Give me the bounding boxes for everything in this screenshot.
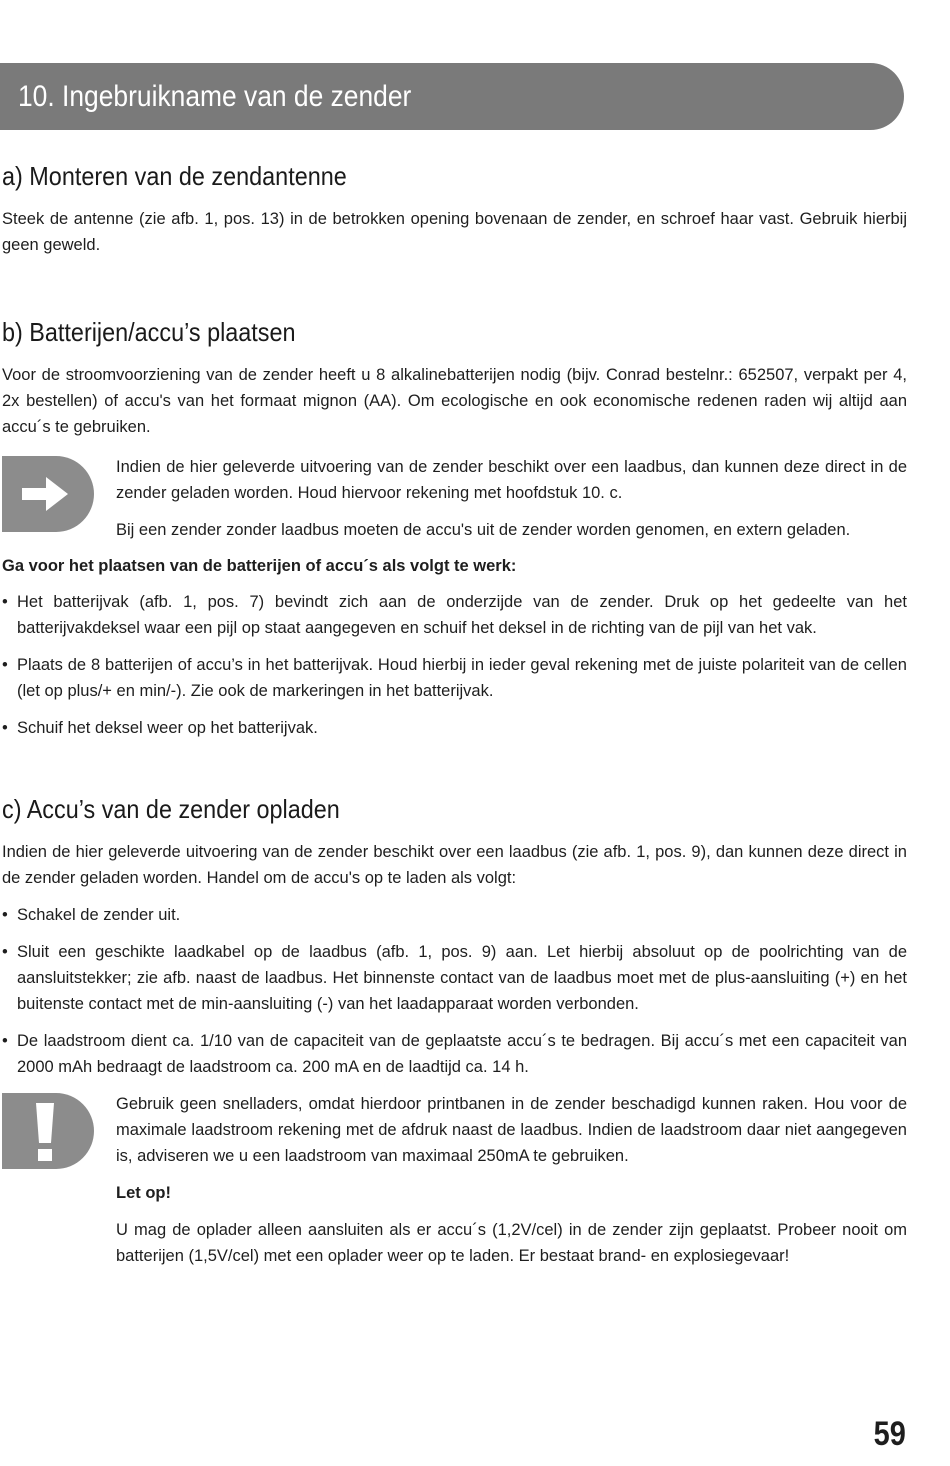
warning-text-2: U mag de oplader alleen aansluiten als er accu´s (1,2V/cel) in de zender zijn geplaatst. Probeer nooit om batterijen (1,5V/cel) met een oplader weer op te laden. Er bestaat brand- en explosiegevaar!	[116, 1221, 907, 1265]
warning-title: Let op!	[116, 1184, 171, 1202]
warning-text-1: Gebruik geen snelladers, omdat hierdoor printbanen in de zender beschadigd kunnen raken. Hou voor de maximale laadstroom rekening met de afdruk naast de laadbus. Indien de laadstroom daar niet aangegeven is, adviseren we u een laadstroom van maximaal 250mA te gebruiken.	[116, 1095, 907, 1165]
section-heading-charging: c) Accu’s van de zender opladen	[2, 794, 340, 824]
list-item: • Het batterijvak (afb. 1, pos. 7) bevindt zich aan de onderzijde van de zender. Druk op het gedeelte van het batterijvakdeksel waar een pijl op staat aangegeven en schuif het deksel in de richting van de pijl van het vak.	[2, 593, 907, 637]
list-item: • Plaats de 8 batterijen of accu’s in het batterijvak. Houd hierbij in ieder geval rekening met de juiste polariteit van de cellen (let op plus/+ en min/-). Zie ook de markeringen in het batterijvak.	[2, 656, 907, 700]
page-content	[2, 160, 907, 1269]
chapter-header-banner	[0, 63, 904, 130]
charging-steps-list	[2, 902, 907, 1080]
page-number: 59	[873, 1415, 906, 1453]
steps-heading: Ga voor het plaatsen van de batterijen of accu´s als volgt te werk:	[2, 557, 517, 575]
list-item: • Sluit een geschikte laadkabel op de laadbus (afb. 1, pos. 9) aan. Let hierbij absoluut op de poolrichting van de aansluitstekker; zie afb. naast de laadbus. Het binnenste contact van de laadbus moet met de plus-aansluiting (+) en het buitenste contact met de min-aansluiting (-) van het laadapparaat worden verbonden.	[2, 943, 907, 1013]
exclamation-icon	[2, 1093, 94, 1169]
chapter-title: 10. Ingebruikname van de zender	[18, 80, 412, 113]
batteries-intro: Voor de stroomvoorziening van de zender heeft u 8 alkalinebatterijen nodig (bijv. Conrad bestelnr.: 652507, verpakt per 4, 2x bestellen) of accu's van het formaat mignon (AA). Om ecologische en ook economische redenen raden wij altijd aan accu´s te gebruiken.	[2, 366, 907, 436]
antenna-text: Steek de antenne (zie afb. 1, pos. 13) in de betrokken opening bovenaan de zender, en schroef haar vast. Gebruik hierbij geen geweld.	[2, 210, 907, 254]
section-heading-batteries: b) Batterijen/accu’s plaatsen	[2, 317, 296, 347]
warning-note	[2, 1091, 907, 1269]
list-item: • De laadstroom dient ca. 1/10 van de capaciteit van de geplaatste accu´s te bedragen. Bij accu´s met een capaciteit van 2000 mAh bedraagt de laadstroom ca. 200 mA en de laadtijd ca. 14 h.	[2, 1032, 907, 1076]
info-note	[2, 454, 907, 543]
info-note-text-2: Bij een zender zonder laadbus moeten de accu's uit de zender worden genomen, en extern geladen.	[116, 521, 851, 539]
list-item: • Schuif het deksel weer op het batterijvak.	[2, 719, 318, 737]
section-heading-antenna: a) Monteren van de zendantenne	[2, 161, 347, 191]
list-item: • Schakel de zender uit.	[2, 906, 181, 924]
charging-intro: Indien de hier geleverde uitvoering van de zender beschikt over een laadbus (zie afb. 1, pos. 9), dan kunnen deze direct in de zender geladen worden. Handel om de accu's op te laden als volgt:	[2, 843, 907, 887]
battery-steps-list	[2, 589, 907, 741]
arrow-right-icon	[2, 456, 94, 532]
info-note-text-1: Indien de hier geleverde uitvoering van de zender beschikt over een laadbus, dan kunnen deze direct in de zender geladen worden. Houd hiervoor rekening met hoofdstuk 10. c.	[116, 458, 907, 502]
